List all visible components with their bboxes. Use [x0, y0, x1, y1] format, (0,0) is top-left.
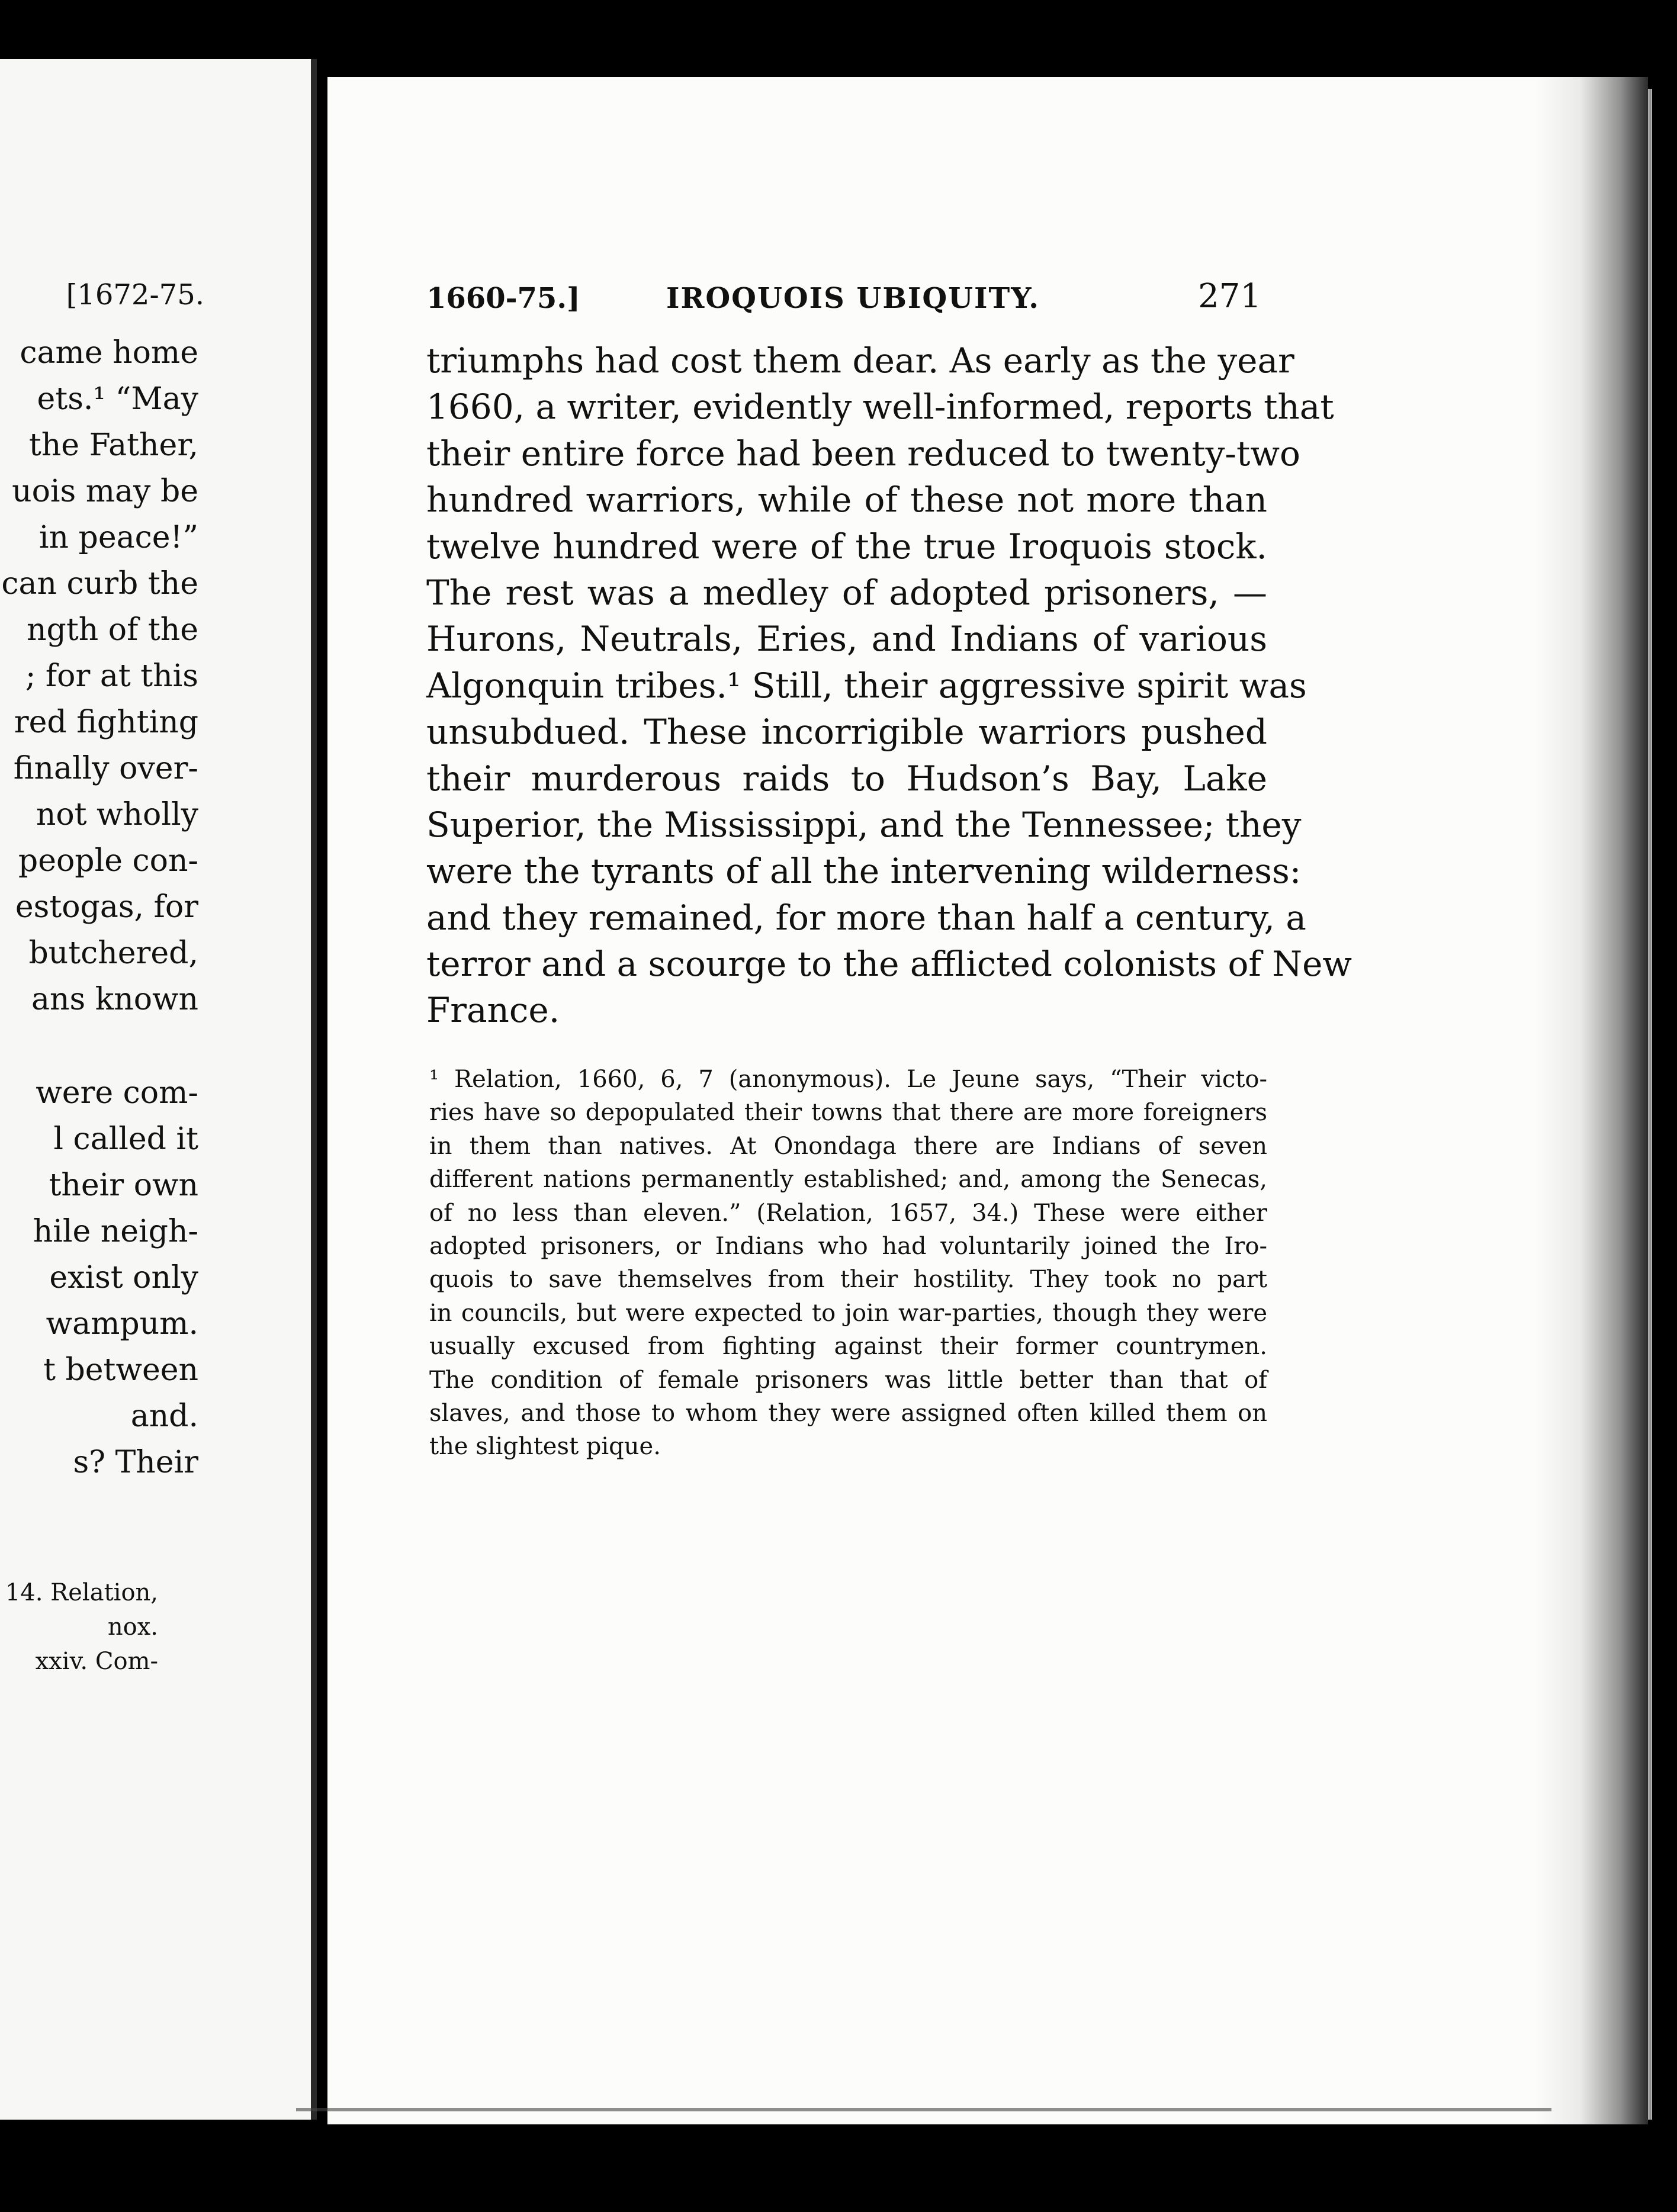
left-line: exist only — [49, 1260, 198, 1295]
left-page — [0, 59, 317, 2120]
body-text — [426, 337, 1352, 1034]
footnote-line: ries have so depopulated their towns that there are more foreigners — [429, 1099, 1267, 1127]
left-footnote-line: 14. Relation, — [5, 1579, 158, 1606]
footnote-line: in them than natives. At Onondaga there are Indians of seven — [429, 1132, 1267, 1160]
left-line: in peace!” — [38, 520, 198, 555]
left-line: wampum. — [46, 1306, 198, 1342]
body-line: Algonquin tribes.¹ Still, their aggressive spirit was — [426, 665, 1307, 706]
left-line: ets.¹ “May — [37, 381, 198, 417]
left-line: finally over- — [13, 751, 198, 786]
footnote — [429, 1063, 1267, 1464]
left-line: their own — [49, 1168, 198, 1203]
right-page — [327, 77, 1648, 2124]
body-line: Superior, the Mississippi, and the Tennessee; they — [426, 804, 1302, 845]
body-line: terror and a scourge to the afflicted colonists of New — [426, 944, 1352, 985]
footnote-line: of no less than eleven.” (Relation, 1657, 34.) These were either — [429, 1199, 1267, 1227]
left-line: the Father, — [28, 427, 198, 463]
footnote-line: slaves, and those to whom they were assigned often killed them on — [429, 1399, 1267, 1427]
left-footnote-line: nox. — [107, 1613, 158, 1641]
left-running-head: [1672-75. — [66, 278, 204, 311]
footnote-line: usually excused from fighting against their former countrymen. — [429, 1333, 1267, 1361]
left-line: came home — [20, 335, 198, 371]
footnote-line: ¹ Relation, 1660, 6, 7 (anonymous). Le Jeune says, “Their victo- — [429, 1066, 1267, 1093]
footnote-line: in councils, but were expected to join war-parties, though they were — [429, 1299, 1267, 1327]
left-line: ngth of the — [27, 612, 198, 648]
left-line: can curb the — [1, 566, 198, 602]
page-number: 271 — [1198, 277, 1261, 316]
footnote-line: the slightest pique. — [429, 1433, 661, 1461]
left-line: not wholly — [36, 797, 198, 832]
left-line: butchered, — [28, 935, 198, 971]
body-line: and they remained, for more than half a century, a — [426, 897, 1306, 938]
body-line: twelve hundred were of the true Iroquois stock. — [426, 526, 1267, 567]
left-line: ; for at this — [25, 658, 198, 694]
body-line: triumphs had cost them dear. As early as the year — [426, 340, 1294, 381]
body-line: The rest was a medley of adopted prisoners, — — [426, 572, 1267, 613]
header-date-range: 1660-75.] — [426, 282, 580, 315]
left-line: uois may be — [12, 474, 198, 509]
body-line: unsubdued. These incorrigible warriors pushed — [426, 712, 1267, 753]
body-line: hundred warriors, while of these not more than — [426, 480, 1267, 520]
left-footnote-line: xxiv. Com- — [35, 1648, 158, 1675]
left-line: and. — [130, 1398, 198, 1434]
body-line: were the tyrants of all the intervening wilderness: — [426, 851, 1302, 892]
footnote-line: different nations permanently established; and, among the Senecas, — [429, 1166, 1267, 1194]
footnote-line: The condition of female prisoners was little better than that of — [429, 1366, 1267, 1394]
running-header — [426, 277, 1261, 319]
left-line: t between — [43, 1352, 198, 1388]
body-line: their murderous raids to Hudson’s Bay, Lake — [426, 758, 1267, 799]
page-edge-shadow — [1535, 77, 1648, 2124]
left-line: s? Their — [73, 1445, 198, 1480]
left-line: hile neigh- — [33, 1214, 198, 1249]
body-line: 1660, a writer, evidently well-informed, reports that — [426, 387, 1334, 427]
body-line: France. — [426, 990, 560, 1031]
left-line: l called it — [53, 1121, 198, 1157]
body-line: their entire force had been reduced to twenty-two — [426, 433, 1300, 474]
left-line: people con- — [18, 843, 198, 879]
left-line: were com- — [36, 1075, 198, 1111]
left-line: ans known — [31, 982, 198, 1017]
left-line: red fighting — [14, 705, 198, 740]
body-line: Hurons, Neutrals, Eries, and Indians of various — [426, 619, 1267, 660]
footnote-line: adopted prisoners, or Indians who had voluntarily joined the Iro- — [429, 1232, 1267, 1260]
header-title: IROQUOIS UBIQUITY. — [666, 282, 1040, 315]
page-bottom-edge — [296, 2108, 1551, 2111]
left-line: estogas, for — [15, 889, 198, 925]
footnote-line: quois to save themselves from their hostility. They took no part — [429, 1266, 1267, 1294]
